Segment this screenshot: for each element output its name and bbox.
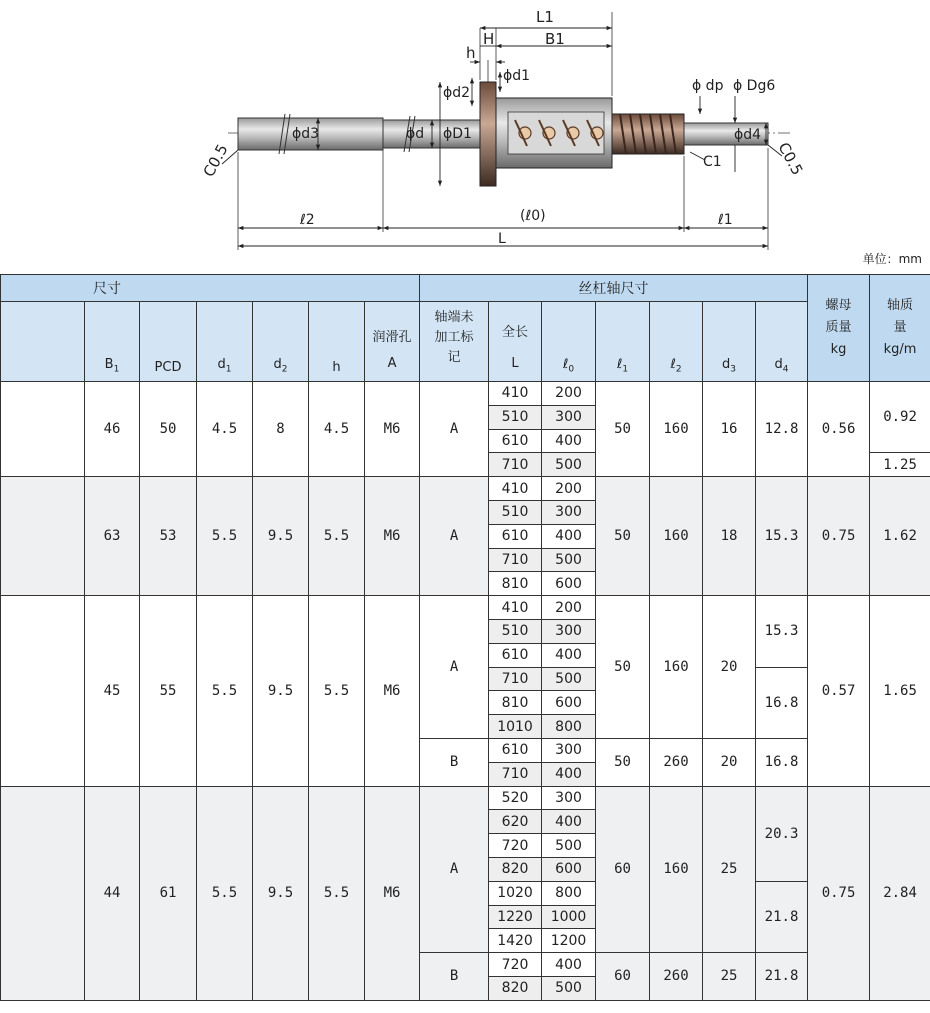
cell-full-length: 410 [489,382,542,406]
cell-nut-mass: 0.75 [808,477,870,596]
cell-blank [1,786,85,1000]
cell-l2: 160 [650,477,703,596]
table-row [1,382,930,406]
cell-d4: 16.8 [756,738,808,786]
label-l0: (ℓ0) [520,208,546,224]
cell-l1: 50 [596,738,650,786]
cell-nut-mass: 0.75 [808,786,870,1000]
cell-l0: 400 [542,524,596,548]
cell-l0: 200 [542,477,596,501]
cell-d4: 12.8 [756,382,808,477]
cell-d2: 9.5 [253,786,309,1000]
shaft-mass-unit: kg/m [883,342,917,357]
cell-l1: 50 [596,382,650,477]
cell-l0: 300 [542,619,596,643]
table-row [1,477,930,501]
cell-d4: 16.8 [756,667,808,738]
cell-full-length: 1420 [489,929,542,953]
cell-B1: 44 [85,786,140,1000]
cell-d4: 21.8 [756,881,808,952]
shaft-mass-label: 轴质量 [887,298,914,335]
cell-l0: 500 [542,548,596,572]
label-d1: ϕd1 [503,68,531,84]
cell-d1: 5.5 [197,786,253,1000]
cell-l0: 200 [542,382,596,406]
cell-d4: 15.3 [756,596,808,667]
cell-full-length: 620 [489,810,542,834]
cell-shaft-end: B [420,953,489,1001]
cell-d1: 4.5 [197,382,253,477]
cell-full-length: 610 [489,429,542,453]
header-shaft-mass [870,275,930,382]
cell-d3: 20 [703,738,756,786]
cell-l0: 800 [542,715,596,739]
cell-l2: 160 [650,382,703,477]
nut-mass-label: 螺母质量 [825,298,852,335]
spec-table-body [1,382,930,1001]
cell-shaft-end: B [420,738,489,786]
cell-blank [1,477,85,596]
cell-shaft-mass: 0.92 [870,382,930,453]
cell-nut-mass: 0.56 [808,382,870,477]
cell-full-length: 510 [489,405,542,429]
cell-shaft-mass: 2.84 [870,786,930,1000]
label-l1: ℓ1 [718,212,733,228]
cell-shaft-end: A [420,382,489,477]
header-full-length: 全长 L [489,302,542,382]
cell-l0: 1000 [542,905,596,929]
cell-lube-hole: M6 [365,786,420,1000]
label-h: h [466,44,476,62]
cell-d2: 9.5 [253,477,309,596]
cell-l2: 160 [650,786,703,953]
cell-l0: 300 [542,500,596,524]
cell-nut-mass: 0.57 [808,596,870,786]
cell-full-length: 610 [489,738,542,762]
header-B1: $B_1$ [85,302,140,382]
header-shaft-end: 轴端未加工标记 [420,302,489,382]
cell-lube-hole: M6 [365,477,420,596]
cell-d4: 15.3 [756,477,808,596]
header-shaft-dimensions: 丝杠轴尺寸 [420,275,808,302]
cell-d2: 9.5 [253,596,309,786]
header-dimensions: 尺寸 [1,275,420,302]
label-D1: ϕD1 [443,126,472,142]
cell-l0: 300 [542,738,596,762]
cell-B1: 63 [85,477,140,596]
cell-full-length: 710 [489,667,542,691]
label-H: H [483,30,495,48]
cell-l0: 400 [542,429,596,453]
cell-l1: 50 [596,477,650,596]
cell-shaft-end: A [420,596,489,739]
cell-full-length: 610 [489,643,542,667]
cell-full-length: 710 [489,548,542,572]
cell-full-length: 810 [489,572,542,596]
cell-d3: 25 [703,953,756,1001]
cell-B1: 45 [85,596,140,786]
cell-l0: 300 [542,786,596,810]
cell-B1: 46 [85,382,140,477]
label-d2: ϕd2 [443,85,471,101]
header-l0: ℓ$_0$ [542,302,596,382]
cell-shaft-end: A [420,786,489,953]
cell-l2: 160 [650,596,703,739]
cell-l0: 200 [542,596,596,620]
cell-l2: 260 [650,738,703,786]
header-nut-mass [808,275,870,382]
cell-full-length: 610 [489,524,542,548]
cell-l0: 300 [542,405,596,429]
cell-blank [1,382,85,477]
cell-full-length: 410 [489,477,542,501]
label-c05-left: C0.5 [199,141,232,180]
cell-shaft-end: A [420,477,489,596]
cell-l0: 500 [542,453,596,477]
cell-d1: 5.5 [197,596,253,786]
cell-l0: 600 [542,572,596,596]
cell-h: 4.5 [309,382,365,477]
unit-note: 单位：mm [862,252,922,266]
cell-l1: 60 [596,786,650,953]
header-lube-hole: 润滑孔 A [365,302,420,382]
label-d3: ϕd3 [292,126,320,142]
label-C1: C1 [703,154,722,170]
header-d1: $d_1$ [197,302,253,382]
label-d: ϕd [406,126,425,142]
cell-full-length: 820 [489,857,542,881]
cell-l0: 1200 [542,929,596,953]
cell-full-length: 510 [489,619,542,643]
nut-mass-unit: kg [830,342,847,357]
label-dp: ϕ dp [692,78,724,94]
cell-lube-hole: M6 [365,382,420,477]
cell-blank [1,596,85,786]
cell-l0: 600 [542,857,596,881]
cell-d3: 18 [703,477,756,596]
header-d3: $d_3$ [703,302,756,382]
label-l2: ℓ2 [300,212,315,228]
cell-PCD: 55 [140,596,197,786]
label-c05-right: C0.5 [774,139,807,179]
cell-l0: 400 [542,762,596,786]
cell-l0: 500 [542,976,596,1000]
label-L: L [498,231,506,247]
header-d2: $d_2$ [253,302,309,382]
cell-d1: 5.5 [197,477,253,596]
cell-d4: 21.8 [756,953,808,1001]
cell-d3: 20 [703,596,756,739]
cell-shaft-mass: 1.65 [870,596,930,786]
cell-shaft-mass: 1.62 [870,477,930,596]
label-B1: B1 [545,30,565,48]
cell-l0: 600 [542,691,596,715]
cell-l1: 50 [596,596,650,739]
header-h: h [309,302,365,382]
cell-full-length: 720 [489,834,542,858]
table-row [1,786,930,810]
cell-full-length: 1010 [489,715,542,739]
cell-full-length: 510 [489,500,542,524]
nut-flange [480,82,496,186]
cell-d3: 25 [703,786,756,953]
spec-table [0,274,930,1001]
cell-l2: 260 [650,953,703,1001]
cell-shaft-mass-alt: 1.25 [870,453,930,477]
header-blank [1,302,85,382]
cell-d4: 20.3 [756,786,808,881]
cell-PCD: 61 [140,786,197,1000]
label-Dg6: ϕ Dg6 [733,78,776,94]
header-l2: ℓ$_2$ [650,302,703,382]
cell-h: 5.5 [309,786,365,1000]
cell-h: 5.5 [309,596,365,786]
table-row [1,596,930,620]
cell-full-length: 520 [489,786,542,810]
header-PCD: PCD [140,302,197,382]
cell-l0: 400 [542,643,596,667]
ball-screw-drawing [0,0,930,262]
cell-h: 5.5 [309,477,365,596]
cell-lube-hole: M6 [365,596,420,786]
cell-l0: 800 [542,881,596,905]
cell-l1: 60 [596,953,650,1001]
cell-PCD: 50 [140,382,197,477]
cell-full-length: 710 [489,762,542,786]
label-L1: L1 [536,8,554,26]
cell-full-length: 810 [489,691,542,715]
cell-full-length: 1220 [489,905,542,929]
cell-d2: 8 [253,382,309,477]
cell-full-length: 710 [489,453,542,477]
cell-l0: 400 [542,953,596,977]
cell-l0: 500 [542,667,596,691]
header-d4: $d_4$ [756,302,808,382]
cell-full-length: 720 [489,953,542,977]
cell-d3: 16 [703,382,756,477]
cell-PCD: 53 [140,477,197,596]
cell-full-length: 1020 [489,881,542,905]
cell-full-length: 820 [489,976,542,1000]
label-d4: ϕd4 [734,127,762,143]
header-l1: ℓ$_1$ [596,302,650,382]
cell-l0: 500 [542,834,596,858]
cell-l0: 400 [542,810,596,834]
cell-full-length: 410 [489,596,542,620]
